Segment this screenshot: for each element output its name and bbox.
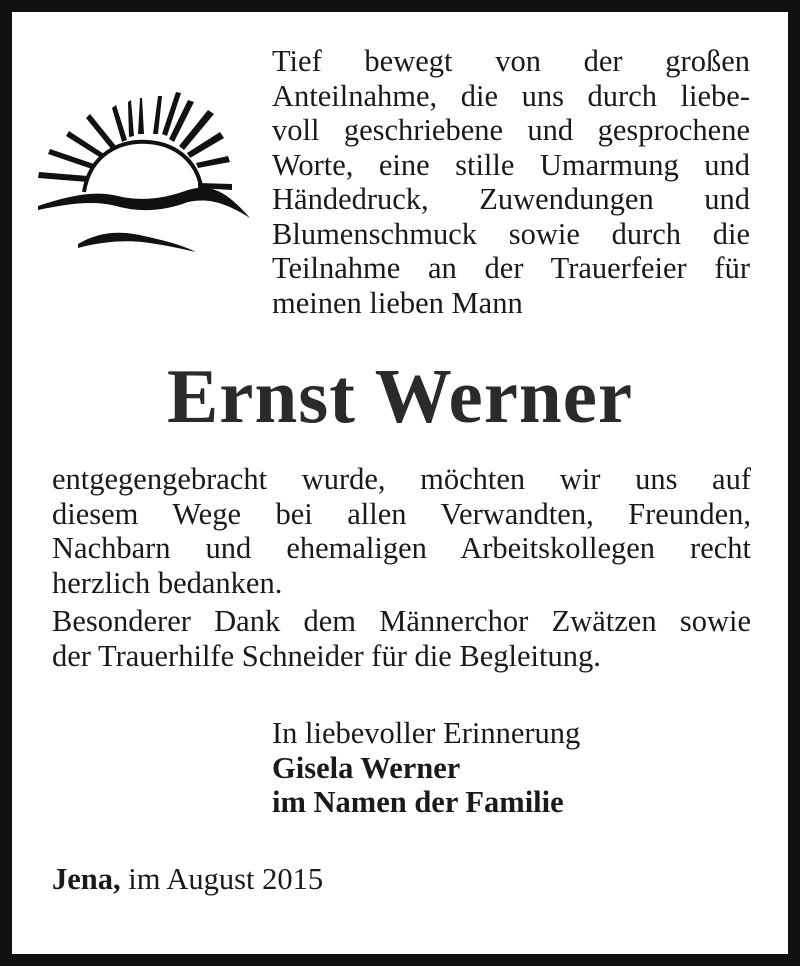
intro-line: Teilnahme an der Trauerfeier für — [272, 251, 750, 285]
body-line: entgegengebracht wurde, möchten wir uns auf — [52, 462, 751, 496]
intro-line: Händedruck, Zuwendungen und — [272, 182, 750, 216]
sunset-over-hills-icon — [38, 92, 256, 258]
thanks-line: der Trauerhilfe Schneider für die Begleitung. — [52, 638, 601, 673]
body-line: herzlich bedanken. — [52, 565, 283, 600]
deceased-name: Ernst Werner — [166, 353, 634, 439]
closing-phrase: In liebevoller Erinnerung — [272, 716, 581, 750]
body-line: diesem Wege bei allen Verwandten, Freunden, — [52, 496, 751, 531]
closing-block — [272, 716, 752, 820]
intro-line: Tief bewegt von der großen — [272, 44, 750, 78]
city: Jena, — [52, 862, 121, 896]
intro-line: voll geschriebene und gesprochene — [272, 113, 750, 147]
intro-line: Worte, eine stille Umarmung und — [272, 147, 750, 182]
intro-line: meinen lieben Mann — [272, 285, 523, 320]
thanks-line: Besonderer Dank dem Männerchor Zwätzen sowie — [52, 604, 751, 638]
date: im August 2015 — [128, 862, 324, 896]
body-text — [52, 462, 751, 600]
intro-text — [272, 44, 750, 320]
signer-name: Gisela Werner — [272, 750, 461, 785]
intro-line: Anteilnahme, die uns durch liebe- — [272, 78, 750, 113]
family-note: im Namen der Familie — [272, 785, 564, 819]
thanks-text — [52, 604, 751, 673]
place-date — [52, 862, 323, 897]
body-line: Nachbarn und ehemaligen Arbeitskollegen recht — [52, 531, 751, 565]
intro-line: Blumenschmuck sowie durch die — [272, 216, 750, 251]
